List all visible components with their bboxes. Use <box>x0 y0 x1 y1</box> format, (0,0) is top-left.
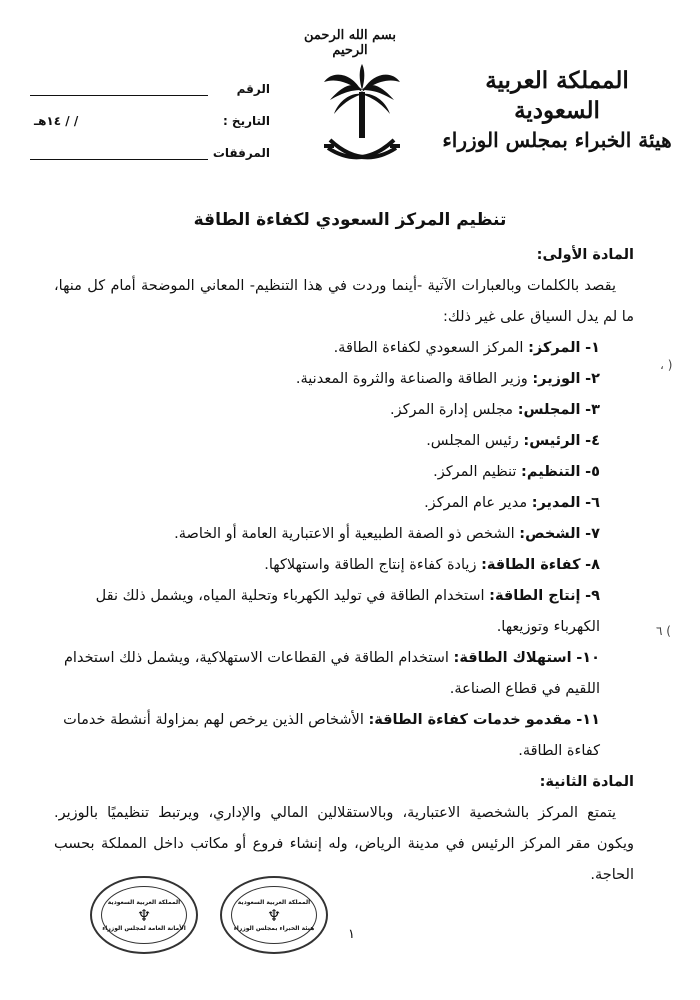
definition-item <box>54 333 634 364</box>
definition-number: ٢- <box>585 371 600 387</box>
seal-emblem-icon: ♆ <box>136 905 152 925</box>
definition-text: الأشخاص الذين يرخص لهم بمزاولة أنشطة خدمات كفاءة الطاقة. <box>63 712 600 759</box>
attachments-label: المرفقات <box>212 146 270 160</box>
definition-term: مقدمو خدمات كفاءة الطاقة: <box>368 712 572 728</box>
definition-item <box>54 364 634 395</box>
ref-field <box>30 81 208 96</box>
article-2-text: يتمتع المركز بالشخصية الاعتبارية، وبالاستقلالين المالي والإداري، ويرتبط تنظيميًا بالوزير. ويكون مقر المركز الرئيس في مدينة الرياض، وله إنشاء فروع أو مكاتب داخل المملكة بحسب الحاجة. <box>54 805 634 883</box>
definition-item <box>54 457 634 488</box>
definition-term: إنتاج الطاقة: <box>489 588 581 604</box>
definition-term: المركز: <box>528 340 581 356</box>
official-seal <box>220 876 328 954</box>
definition-text: استخدام الطاقة في القطاعات الاستهلاكية، ويشمل ذلك استخدام اللقيم في قطاع الصناعة. <box>63 650 600 697</box>
org-name-line1: المملكة العربية السعودية <box>485 67 629 124</box>
definition-text: استخدام الطاقة في توليد الكهرباء وتحلية المياه، ويشمل ذلك نقل الكهرباء وتوزيعها. <box>95 588 600 635</box>
definition-number: ٤- <box>585 433 600 449</box>
definition-text: زيادة كفاءة إنتاج الطاقة واستهلاكها. <box>264 557 482 573</box>
organization-header <box>442 66 672 154</box>
definition-item <box>54 705 634 767</box>
document-title: تنظيم المركز السعودي لكفاءة الطاقة <box>193 210 507 230</box>
article-2-heading: المادة الثانية: <box>539 774 634 790</box>
document-body <box>54 240 634 891</box>
definitions-list <box>54 333 634 767</box>
definition-number: ٧- <box>585 526 600 542</box>
definition-number: ٦- <box>585 495 600 511</box>
article-1-heading: المادة الأولى: <box>536 247 634 263</box>
org-name-line2: هيئة الخبراء بمجلس الوزراء <box>442 128 672 152</box>
margin-mark: ( ، <box>660 358 673 372</box>
ref-row <box>30 64 270 96</box>
definition-text: مدير عام المركز. <box>424 495 532 511</box>
definition-text: مجلس إدارة المركز. <box>389 402 518 418</box>
basmala: بسم الله الرحمن الرحيم <box>304 28 396 58</box>
article-1-intro: يقصد بالكلمات وبالعبارات الآتية -أينما وردت في هذا التنظيم- المعاني الموضحة أمام كل منها، ما لم يدل السياق على غير ذلك: <box>54 278 634 325</box>
definition-text: رئيس المجلس. <box>426 433 524 449</box>
definition-item <box>54 519 634 550</box>
attachments-field <box>30 145 208 160</box>
date-value: / / ١٤هـ <box>34 114 79 128</box>
definition-text: المركز السعودي لكفاءة الطاقة. <box>333 340 529 356</box>
definition-number: ١١- <box>576 712 600 728</box>
definition-term: كفاءة الطاقة: <box>481 557 581 573</box>
definition-number: ٨- <box>585 557 600 573</box>
definition-text: الشخص ذو الصفة الطبيعية أو الاعتبارية العامة أو الخاصة. <box>174 526 520 542</box>
document-meta <box>30 64 270 160</box>
definition-item <box>54 581 634 643</box>
definition-term: استهلاك الطاقة: <box>453 650 572 666</box>
seal-emblem-icon: ♆ <box>266 905 282 925</box>
margin-mark: ) ٦ <box>656 624 671 638</box>
definition-number: ٩- <box>585 588 600 604</box>
definition-text: تنظيم المركز. <box>433 464 522 480</box>
definition-term: التنظيم: <box>521 464 581 480</box>
definition-number: ٥- <box>585 464 600 480</box>
ref-label: الرقم <box>236 82 270 96</box>
seal-text: المملكة العربية السعودية <box>237 898 311 906</box>
definition-term: الشخص: <box>519 526 581 542</box>
attachments-row <box>30 128 270 160</box>
seal-text: المملكة العربية السعودية <box>107 898 181 906</box>
definition-item <box>54 550 634 581</box>
seal-text: هيئة الخبراء بمجلس الوزراء <box>233 924 315 932</box>
official-seal <box>90 876 198 954</box>
definition-number: ١- <box>585 340 600 356</box>
definition-term: الوزير: <box>532 371 581 387</box>
definition-number: ٣- <box>585 402 600 418</box>
definition-number: ١٠- <box>576 650 600 666</box>
palm-swords-emblem-icon <box>322 62 402 172</box>
definition-item <box>54 488 634 519</box>
definition-item <box>54 395 634 426</box>
date-label: التاريخ : <box>222 114 270 128</box>
definition-term: الرئيس: <box>523 433 581 449</box>
definition-text: وزير الطاقة والصناعة والثروة المعدنية. <box>295 371 533 387</box>
seal-text: الأمانة العامة لمجلس الوزراء <box>102 924 186 932</box>
definition-term: المجلس: <box>517 402 581 418</box>
date-row <box>30 96 270 128</box>
definition-item <box>54 643 634 705</box>
definition-term: المدير: <box>531 495 581 511</box>
definition-item <box>54 426 634 457</box>
page-number: ١ <box>348 927 355 942</box>
